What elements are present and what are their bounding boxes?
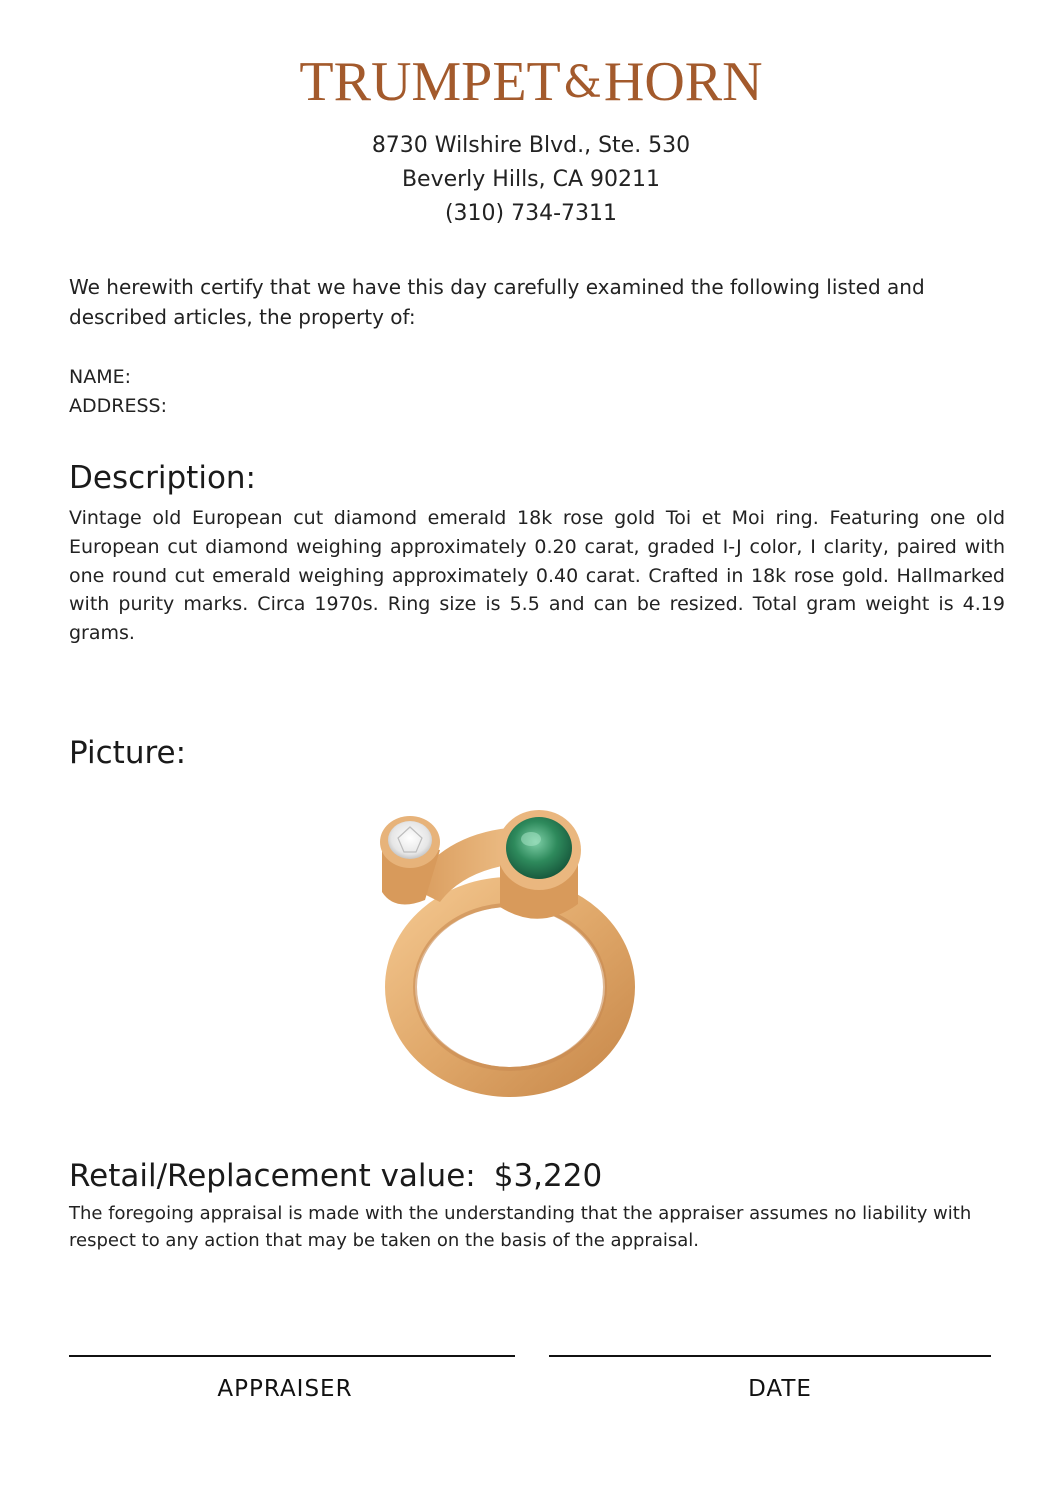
brand-logo (0, 52, 1062, 116)
store-address (0, 129, 1062, 231)
description-heading: Description: (69, 460, 256, 496)
name-label: NAME: (69, 366, 132, 388)
retail-value-label: Retail/Replacement value: (69, 1158, 476, 1194)
certification-statement: We herewith certify that we have this day carefully examined the following listed and described articles, the property of: (69, 275, 925, 329)
logo-text-left: TRUMPET (299, 51, 561, 113)
retail-value-amount: $3,220 (493, 1158, 603, 1194)
ring-photo (340, 792, 660, 1102)
address-label: ADDRESS: (69, 395, 167, 417)
picture-heading: Picture: (69, 735, 187, 771)
description-text: Vintage old European cut diamond emerald 18k rose gold Toi et Moi ring. Featuring one old European cut diamond weighing approximately 0.20 carat, graded I-J color, I clarity, paired with one round cut emerald weighing approximately 0.40 carat. Crafted in 18k rose gold. Hallmarked with purity marks. Circa 1970s. Ring size is 5.5 and can be resized. Total gram weight is 4.19 grams. (69, 507, 1005, 645)
logo-text-right: HORN (603, 51, 763, 113)
appraiser-label: APPRAISER (217, 1376, 353, 1402)
date-signature-line (549, 1355, 991, 1357)
appraiser-signature-line (69, 1355, 515, 1357)
retail-value (69, 1158, 602, 1194)
address-line-phone: (310) 734-7311 (444, 201, 618, 226)
address-line-street: 8730 Wilshire Blvd., Ste. 530 (371, 133, 691, 158)
disclaimer-text: The foregoing appraisal is made with the understanding that the appraiser assumes no liability with respect to any action that may be taken on the basis of the appraisal. (69, 1203, 972, 1251)
logo-ampersand: & (562, 57, 602, 108)
date-label: DATE (748, 1376, 812, 1402)
owner-fields (69, 363, 167, 421)
address-line-city: Beverly Hills, CA 90211 (401, 167, 661, 192)
